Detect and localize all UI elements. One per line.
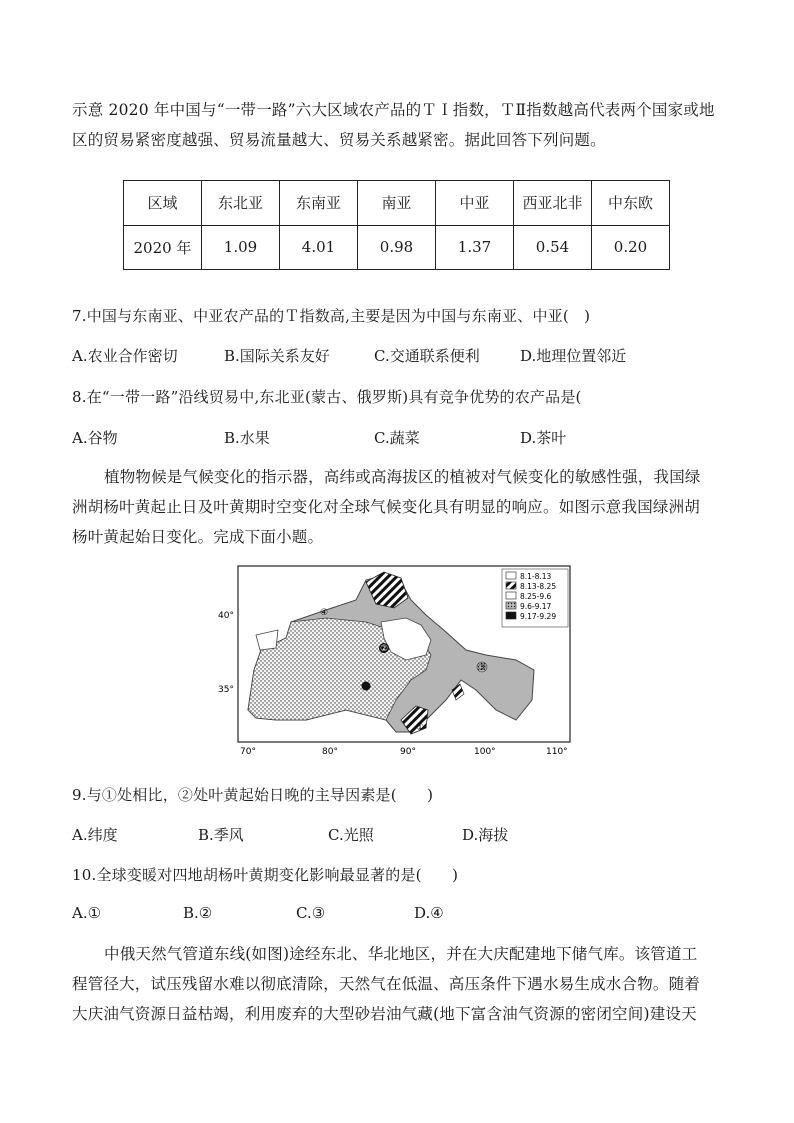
- marker-2: ②: [379, 644, 389, 654]
- table-row-label: 2020 年: [124, 225, 202, 270]
- legend-label-4: 9.6-9.17: [520, 602, 552, 611]
- table-cell: 1.37: [436, 225, 514, 270]
- passage-3-line-2: 程管径大，试压残留水难以彻底清除，天然气在低温、高压条件下遇水易生成水合物。随着: [72, 975, 701, 993]
- question-8-stem: 8.在“一带一路”沿线贸易中,东北亚(蒙古、俄罗斯)具有竞争优势的农产品是(: [72, 388, 582, 406]
- lon-label-80: 80°: [322, 747, 338, 755]
- passage-2-line-3: 杨叶黄起始日变化。完成下面小题。: [72, 528, 324, 546]
- question-7-option-c: C.交通联系便利: [374, 347, 480, 365]
- legend-label-5: 9.17-9.29: [520, 612, 557, 621]
- table-header-cell: 西亚北非: [514, 181, 592, 226]
- question-7-stem: 7.中国与东南亚、中亚农产品的Ｔ指数高,主要是因为中国与东南亚、中亚( ): [72, 307, 591, 325]
- question-8-option-b: B.水果: [224, 429, 270, 447]
- legend-swatch-5: [506, 612, 516, 619]
- passage-2-line-2: 洲胡杨叶黄起止日及叶黄期时空变化对全球气候变化具有明显的响应。如图示意我国绿洲胡: [72, 498, 701, 516]
- table-header-cell: 东南亚: [280, 181, 358, 226]
- table-cell: 1.09: [202, 225, 280, 270]
- intro-line-2: 区的贸易紧密度越强、贸易流量越大、贸易关系越紧密。据此回答下列问题。: [72, 131, 606, 149]
- site-9-17-to-9-29-b: [362, 682, 371, 691]
- table-header-cell: 中亚: [436, 181, 514, 226]
- marker-3: ③: [477, 663, 487, 673]
- question-9-stem: 9.与①处相比，②处叶黄起始日晚的主导因素是( ): [72, 786, 434, 804]
- lat-label-40: 40°: [218, 611, 234, 621]
- passage-2-line-1: 植物物候是气候变化的指示器，高纬或高海拔区的植被对气候变化的敏感性强，我国绿: [104, 468, 701, 486]
- table-cell: 0.98: [358, 225, 436, 270]
- intro-line-1: 示意 2020 年中国与“一带一路”六大区域农产品的ＴＩ指数，ＴⅡ指数越高代表两个国家或地: [72, 101, 715, 119]
- table-header-row: [124, 181, 670, 226]
- question-9-option-a: A.纬度: [72, 826, 118, 844]
- question-7-option-b: B.国际关系友好: [224, 347, 330, 365]
- question-9-option-c: C.光照: [328, 826, 374, 844]
- populus-phenology-map: [216, 560, 576, 755]
- question-8-option-d: D.茶叶: [520, 429, 567, 447]
- question-10-option-a: A.①: [72, 904, 102, 922]
- passage-3-line-3: 大庆油气资源日益枯竭，利用废弃的大型砂岩油气藏(地下富含油气资源的密闭空间)建设天: [72, 1005, 697, 1023]
- table-cell: 0.54: [514, 225, 592, 270]
- question-10-stem: 10.全球变暖对四地胡杨叶黄期变化影响最显著的是( ): [72, 866, 459, 884]
- table-row: [124, 225, 670, 270]
- lat-label-35: 35°: [218, 685, 234, 695]
- question-9-option-b: B.季风: [198, 826, 244, 844]
- table-header-cell: 中东欧: [592, 181, 670, 226]
- legend-swatch-3: [506, 592, 516, 599]
- legend-label-3: 8.25-9.6: [520, 592, 552, 601]
- table-header-cell: 区域: [124, 181, 202, 226]
- legend-label-1: 8.1-8.13: [520, 572, 552, 581]
- lon-label-100: 100°: [474, 747, 496, 755]
- lon-label-110: 110°: [546, 747, 568, 755]
- legend-swatch-4: [506, 602, 516, 609]
- legend-swatch-2: [506, 582, 516, 589]
- map-legend: [502, 569, 568, 627]
- legend-label-2: 8.13-8.25: [520, 582, 557, 591]
- table-cell: 4.01: [280, 225, 358, 270]
- marker-1: ①: [415, 723, 425, 733]
- table-cell: 0.20: [592, 225, 670, 270]
- table-header-cell: 东北亚: [202, 181, 280, 226]
- question-10-option-b: B.②: [183, 904, 213, 922]
- legend-swatch-1: [506, 572, 516, 579]
- question-9-option-d: D.海拔: [462, 826, 509, 844]
- passage-3-line-1: 中俄天然气管道东线(如图)途经东北、华北地区，并在大庆配建地下储气库。该管道工: [104, 945, 698, 963]
- marker-4: ④: [319, 608, 329, 618]
- question-8-option-a: A.谷物: [72, 429, 118, 447]
- question-10-option-d: D.④: [414, 904, 444, 922]
- lon-label-70: 70°: [240, 747, 256, 755]
- lon-label-90: 90°: [400, 747, 416, 755]
- question-10-option-c: C.③: [296, 904, 326, 922]
- table-header-cell: 南亚: [358, 181, 436, 226]
- question-7-option-d: D.地理位置邻近: [520, 347, 627, 365]
- question-7-option-a: A.农业合作密切: [72, 347, 178, 365]
- question-8-option-c: C.蔬菜: [374, 429, 420, 447]
- trade-index-table: [123, 180, 670, 270]
